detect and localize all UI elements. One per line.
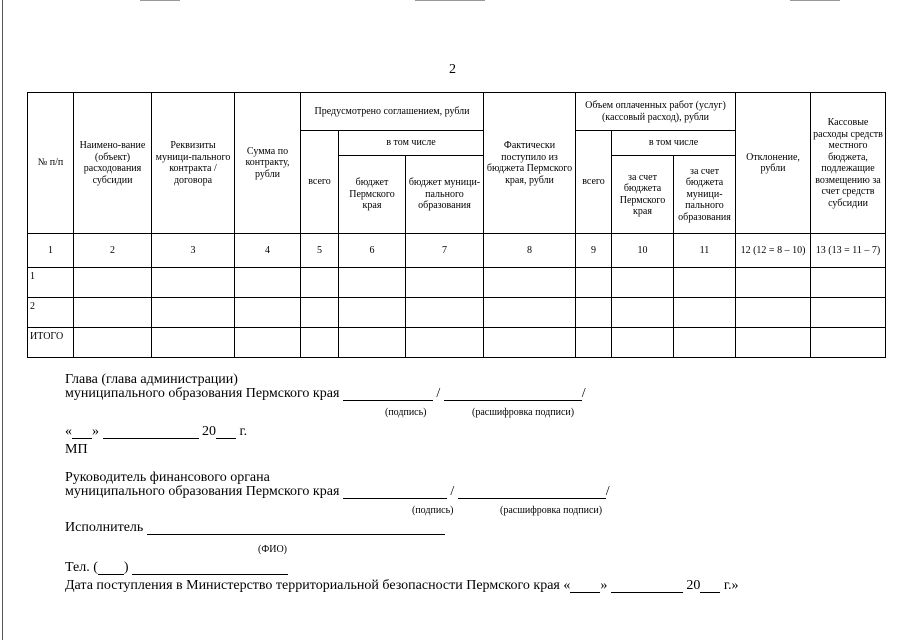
executor-name-field[interactable] xyxy=(147,521,445,535)
head-decode-field[interactable] xyxy=(444,387,582,401)
date-suffix: г. xyxy=(239,424,248,439)
header-paid-municipal: за счет бюджета муници-пального образования xyxy=(674,156,736,234)
date-day-field[interactable] xyxy=(72,425,92,439)
header-paid-regional: за счет бюджета Пермского края xyxy=(612,156,674,234)
column-number: 1 xyxy=(28,234,74,268)
finance-decode-field[interactable] xyxy=(458,485,606,499)
date-close-quote: » xyxy=(92,424,99,439)
executor-caption: (ФИО) xyxy=(258,544,288,555)
column-number: 2 xyxy=(74,234,152,268)
row-label: 1 xyxy=(28,268,74,298)
receipt-year-prefix: 20 xyxy=(686,578,701,593)
finance-signature-field[interactable] xyxy=(343,485,447,499)
header-agreement-including: в том числе xyxy=(339,131,484,156)
phone-label: Тел. ( xyxy=(65,560,98,575)
header-paid-group: Объем оплаченных работ (услуг) (кассовый расход), рубли xyxy=(576,93,736,131)
header-subsidy-object: Наимено-вание (объект) расходования субсидии xyxy=(74,93,152,234)
receipt-text: Дата поступления в Министерство территориальной безопасности Пермского края « xyxy=(65,578,571,593)
column-number: 3 xyxy=(152,234,235,268)
receipt-month-field[interactable] xyxy=(611,579,683,593)
head-title-line2: муниципального образования Пермского края xyxy=(65,386,340,401)
column-number: 6 xyxy=(339,234,406,268)
finance-title-line2: муниципального образования Пермского края xyxy=(65,484,340,499)
header-agreement-group: Предусмотрено соглашением, рубли xyxy=(301,93,484,131)
column-number: 9 xyxy=(576,234,612,268)
phone-code-field[interactable] xyxy=(98,561,124,575)
date-year-field[interactable] xyxy=(216,425,236,439)
receipt-line xyxy=(65,579,739,593)
page-edge xyxy=(2,0,3,640)
receipt-day-field[interactable] xyxy=(570,579,600,593)
finance-sign-caption: (подпись) xyxy=(412,505,454,516)
table-row xyxy=(28,298,886,328)
header-actually-received: Фактически поступило из бюджета Пермского края, рубли xyxy=(484,93,576,234)
phone-close-paren: ) xyxy=(123,560,129,575)
column-number: 10 xyxy=(612,234,674,268)
receipt-close-quote: » xyxy=(600,578,608,593)
numbering-row xyxy=(28,234,886,268)
header-agreement-municipal: бюджет муници-пального образования xyxy=(406,156,484,234)
head-signature-line: муниципального образования Пермского края / / xyxy=(65,386,586,401)
head-sign-caption: (подпись) xyxy=(385,407,427,418)
receipt-suffix: г.» xyxy=(723,578,739,593)
report-table xyxy=(27,92,886,358)
header-deviation: Отклонение, рубли xyxy=(736,93,811,234)
head-signature-field[interactable] xyxy=(343,387,433,401)
table-row xyxy=(28,268,886,298)
header-paid-total: всего xyxy=(576,131,612,234)
header-paid-including: в том числе xyxy=(612,131,736,156)
date-month-field[interactable] xyxy=(103,425,199,439)
phone-line xyxy=(65,561,288,575)
header-local-cash-expenses: Кассовые расходы средств местного бюджета, подлежащие возмещению за счет средств субсидии xyxy=(811,93,886,234)
column-number: 13 (13 = 11 – 7) xyxy=(811,234,886,268)
column-number: 8 xyxy=(484,234,576,268)
header-agreement-total: всего xyxy=(301,131,339,234)
column-number: 11 xyxy=(674,234,736,268)
date-line xyxy=(65,425,247,439)
finance-signature-line: муниципального образования Пермского края / / xyxy=(65,484,610,499)
row-label: 2 xyxy=(28,298,74,328)
column-number: 7 xyxy=(406,234,484,268)
column-number: 12 (12 = 8 – 10) xyxy=(736,234,811,268)
header-contract-details: Реквизиты муници-пального контракта / договора xyxy=(152,93,235,234)
head-decode-caption: (расшифровка подписи) xyxy=(472,407,575,418)
date-open-quote: « xyxy=(65,424,72,439)
phone-number-field[interactable] xyxy=(132,561,288,575)
row-label-total: ИТОГО xyxy=(28,328,74,358)
page-number: 2 xyxy=(449,62,456,77)
executor-line xyxy=(65,521,445,535)
header-agreement-regional: бюджет Пермского края xyxy=(339,156,406,234)
header-number: № п/п xyxy=(28,93,74,234)
column-number: 4 xyxy=(235,234,301,268)
stamp-mark: МП xyxy=(65,442,88,457)
top-scan-marks xyxy=(0,0,905,4)
table-row-total xyxy=(28,328,886,358)
executor-label: Исполнитель xyxy=(65,520,144,535)
header-contract-sum: Сумма по контракту, рубли xyxy=(235,93,301,234)
receipt-year-field[interactable] xyxy=(700,579,720,593)
head-title-line1: Глава (глава администрации) xyxy=(65,372,238,387)
finance-title-line1: Руководитель финансового органа xyxy=(65,470,270,485)
column-number: 5 xyxy=(301,234,339,268)
date-year-prefix: 20 xyxy=(202,424,216,439)
finance-decode-caption: (расшифровка подписи) xyxy=(500,505,603,516)
